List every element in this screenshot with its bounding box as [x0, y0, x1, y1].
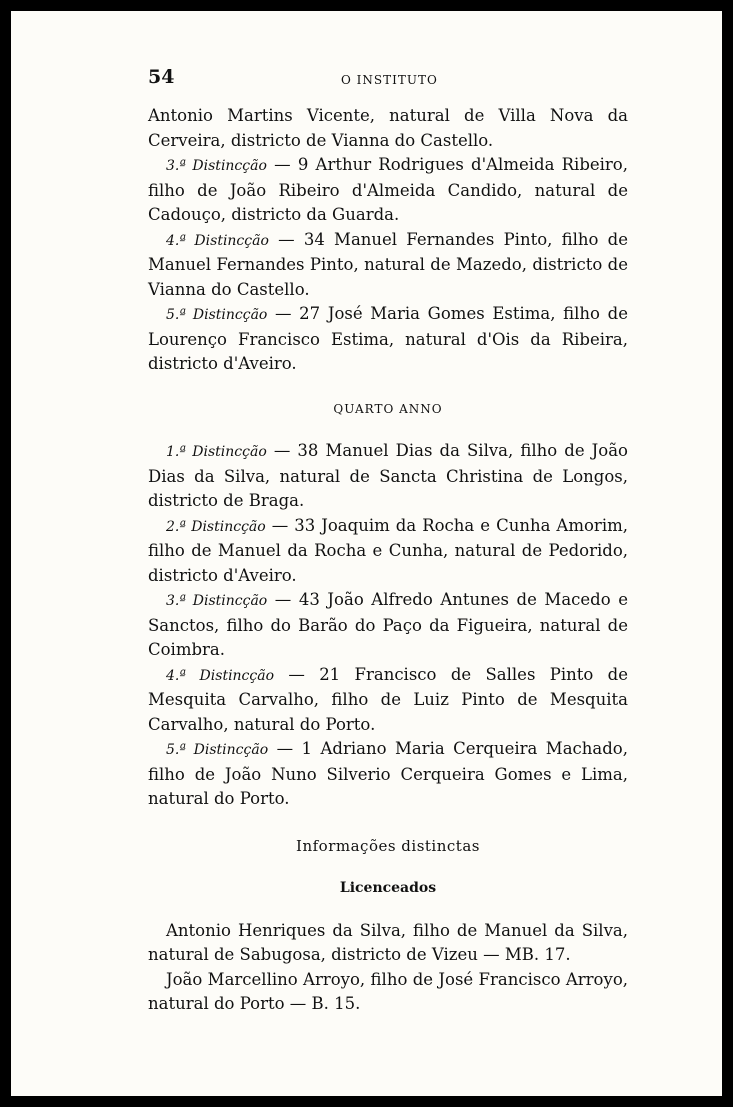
paragraph — [148, 663, 628, 738]
paragraph — [148, 919, 628, 968]
paragraph-text: — 21 Francisco de Salles Pinto de Mesquita Carvalho, filho de Luiz Pinto de Mesquita Carvalho, natural do Porto. — [148, 664, 628, 734]
paragraph — [148, 439, 628, 514]
paragraph — [148, 588, 628, 663]
page-header — [148, 66, 628, 96]
distinction-label: 5.ª Distincção — [166, 307, 268, 323]
paragraph-text: João Marcellino Arroyo, filho de José Francisco Arroyo, natural do Porto — B. 15. — [148, 969, 628, 1013]
paragraph-text: — 1 Adriano Maria Cerqueira Machado, filho de João Nuno Silverio Cerqueira Gomes e Lima, natural do Porto. — [148, 739, 628, 808]
distinction-label: 1.ª Distincção — [166, 444, 267, 460]
paragraph-text: — 34 Manuel Fernandes Pinto, filho de Manuel Fernandes Pinto, natural de Mazedo, districto de Vianna do Castello. — [148, 229, 628, 299]
paragraph — [148, 968, 628, 1017]
paragraph — [148, 228, 628, 303]
distinction-label: 3.ª Distincção — [166, 593, 268, 609]
paragraph-text: — 27 José Maria Gomes Estima, filho de Lourenço Francisco Estima, natural d'Ois da Ribeira, districto d'Aveiro. — [148, 304, 628, 373]
paragraph — [148, 514, 628, 589]
paragraph-text: Antonio Henriques da Silva, filho de Manuel da Silva, natural de Sabugosa, districto de Vizeu — MB. 17. — [148, 920, 628, 964]
distinction-label: 4.ª Distincção — [166, 232, 269, 249]
paragraph-text: — 38 Manuel Dias da Silva, filho de João Dias da Silva, natural de Sancta Christina de Longos, districto de Braga. — [148, 441, 628, 510]
paragraph — [148, 104, 628, 153]
distinction-label: 5.ª Distincção — [166, 742, 269, 758]
section-title-quarto-anno: QUARTO ANNO — [333, 401, 443, 416]
page-body — [148, 104, 628, 1017]
paragraph-text: — 43 João Alfredo Antunes de Macedo e Sanctos, filho do Barão do Paço da Figueira, natural de Coimbra. — [148, 590, 628, 659]
running-title: O INSTITUTO — [341, 73, 438, 87]
section-title-informacoes: Informações distinctas — [296, 836, 480, 855]
paragraph — [148, 153, 628, 228]
paragraph-text: — 33 Joaquim da Rocha e Cunha Amorim, filho de Manuel da Rocha e Cunha, natural de Pedorido, districto d'Aveiro. — [148, 515, 628, 585]
paragraph-text: — 9 Arthur Rodrigues d'Almeida Ribeiro, filho de João Ribeiro d'Almeida Candido, natural de Cadouço, districto da Guarda. — [148, 155, 628, 224]
distinction-label: 4.ª Distincção — [166, 667, 275, 684]
distinction-label: 2.ª Distincção — [166, 518, 266, 535]
paragraph-text: Antonio Martins Vicente, natural de Villa Nova da Cerveira, districto de Vianna do Castello. — [148, 106, 628, 150]
paragraph — [148, 737, 628, 812]
paragraph — [148, 302, 628, 377]
subheading-licenceados: Licenceados — [339, 880, 437, 896]
page-number: 54 — [148, 66, 175, 88]
distinction-label: 3.ª Distincção — [166, 158, 267, 174]
